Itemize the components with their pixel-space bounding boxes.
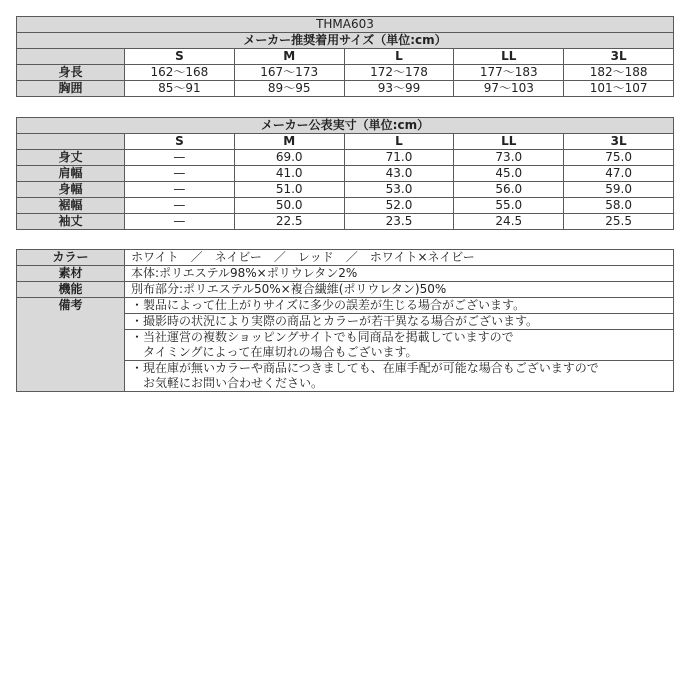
row-label: 身丈: [17, 150, 125, 166]
size-header: S: [125, 49, 235, 65]
table-cell: 172～178: [344, 65, 454, 81]
table-cell: —: [125, 150, 235, 166]
table-cell: 45.0: [454, 166, 564, 182]
size-header: 3L: [564, 134, 674, 150]
size-header: LL: [454, 49, 564, 65]
material-label: 素材: [17, 266, 125, 282]
product-info-table: [16, 249, 674, 392]
size-header: L: [344, 49, 454, 65]
table-cell: 177～183: [454, 65, 564, 81]
table-cell: —: [125, 166, 235, 182]
table-cell: 182～188: [564, 65, 674, 81]
table-row: [17, 166, 674, 182]
table-cell: 93～99: [344, 81, 454, 97]
table-cell: 89～95: [234, 81, 344, 97]
table-cell: —: [125, 198, 235, 214]
table-cell: 50.0: [234, 198, 344, 214]
recommended-size-title: メーカー推奨着用サイズ（単位:cm）: [17, 33, 674, 49]
color-value: ホワイト ／ ネイビー ／ レッド ／ ホワイト×ネイビー: [125, 250, 674, 266]
table-cell: 167～173: [234, 65, 344, 81]
table-row: [17, 150, 674, 166]
table-row: [17, 198, 674, 214]
table-cell: 41.0: [234, 166, 344, 182]
note-item: [125, 314, 674, 330]
table-cell: 43.0: [344, 166, 454, 182]
table-row: [17, 81, 674, 97]
table-cell: 58.0: [564, 198, 674, 214]
function-label: 機能: [17, 282, 125, 298]
table-cell: 101～107: [564, 81, 674, 97]
material-value: 本体:ポリエステル98%×ポリウレタン2%: [125, 266, 674, 282]
material-row: [17, 266, 674, 282]
color-label: カラー: [17, 250, 125, 266]
table-cell: 25.5: [564, 214, 674, 230]
table-cell: —: [125, 182, 235, 198]
size-header: L: [344, 134, 454, 150]
row-label: 裾幅: [17, 198, 125, 214]
table-cell: 24.5: [454, 214, 564, 230]
table-cell: 23.5: [344, 214, 454, 230]
table-cell: 162～168: [125, 65, 235, 81]
table-cell: 71.0: [344, 150, 454, 166]
table-cell: 55.0: [454, 198, 564, 214]
table-cell: 85～91: [125, 81, 235, 97]
note-line: ・撮影時の状況により実際の商品とカラーが若干異なる場合がございます。: [131, 314, 539, 328]
note-row: [17, 298, 674, 314]
table-cell: —: [125, 214, 235, 230]
note-line: ・現在庫が無いカラーや商品につきましても、在庫手配が可能な場合もございますので: [131, 361, 599, 375]
note-item: [125, 361, 674, 392]
table-row: [17, 182, 674, 198]
size-header-row: [17, 134, 674, 150]
row-label: 身長: [17, 65, 125, 81]
table-cell: 51.0: [234, 182, 344, 198]
table-cell: 22.5: [234, 214, 344, 230]
table-cell: 56.0: [454, 182, 564, 198]
table-cell: 69.0: [234, 150, 344, 166]
size-header-row: [17, 49, 674, 65]
row-label: 肩幅: [17, 166, 125, 182]
note-line: ・製品によって仕上がりサイズに多少の誤差が生じる場合がございます。: [131, 298, 526, 312]
size-header: S: [125, 134, 235, 150]
table-cell: 47.0: [564, 166, 674, 182]
function-row: [17, 282, 674, 298]
row-label: 身幅: [17, 182, 125, 198]
size-header: LL: [454, 134, 564, 150]
actual-size-table: [16, 117, 674, 230]
table-row: [17, 214, 674, 230]
table-cell: 59.0: [564, 182, 674, 198]
table-cell: 97～103: [454, 81, 564, 97]
note-item: [125, 330, 674, 361]
corner-cell: [17, 49, 125, 65]
table-cell: 53.0: [344, 182, 454, 198]
notes-label: 備考: [17, 298, 125, 392]
color-row: [17, 250, 674, 266]
row-label: 胸囲: [17, 81, 125, 97]
note-line: ・当社運営の複数ショッピングサイトでも同商品を掲載していますので: [131, 330, 514, 344]
function-value: 別布部分:ポリエステル50%×複合繊維(ポリウレタン)50%: [125, 282, 674, 298]
note-line: お気軽にお問い合わせください。: [131, 376, 324, 390]
table-cell: 75.0: [564, 150, 674, 166]
actual-size-title: メーカー公表実寸（単位:cm）: [17, 118, 674, 134]
size-header: M: [234, 134, 344, 150]
size-header: M: [234, 49, 344, 65]
note-item: [125, 298, 674, 314]
corner-cell: [17, 134, 125, 150]
table-cell: 52.0: [344, 198, 454, 214]
recommended-size-table: [16, 16, 674, 97]
table-row: [17, 65, 674, 81]
note-line: タイミングによって在庫切れの場合もございます。: [131, 345, 418, 359]
row-label: 袖丈: [17, 214, 125, 230]
table-cell: 73.0: [454, 150, 564, 166]
size-header: 3L: [564, 49, 674, 65]
model-number: THMA603: [17, 17, 674, 33]
